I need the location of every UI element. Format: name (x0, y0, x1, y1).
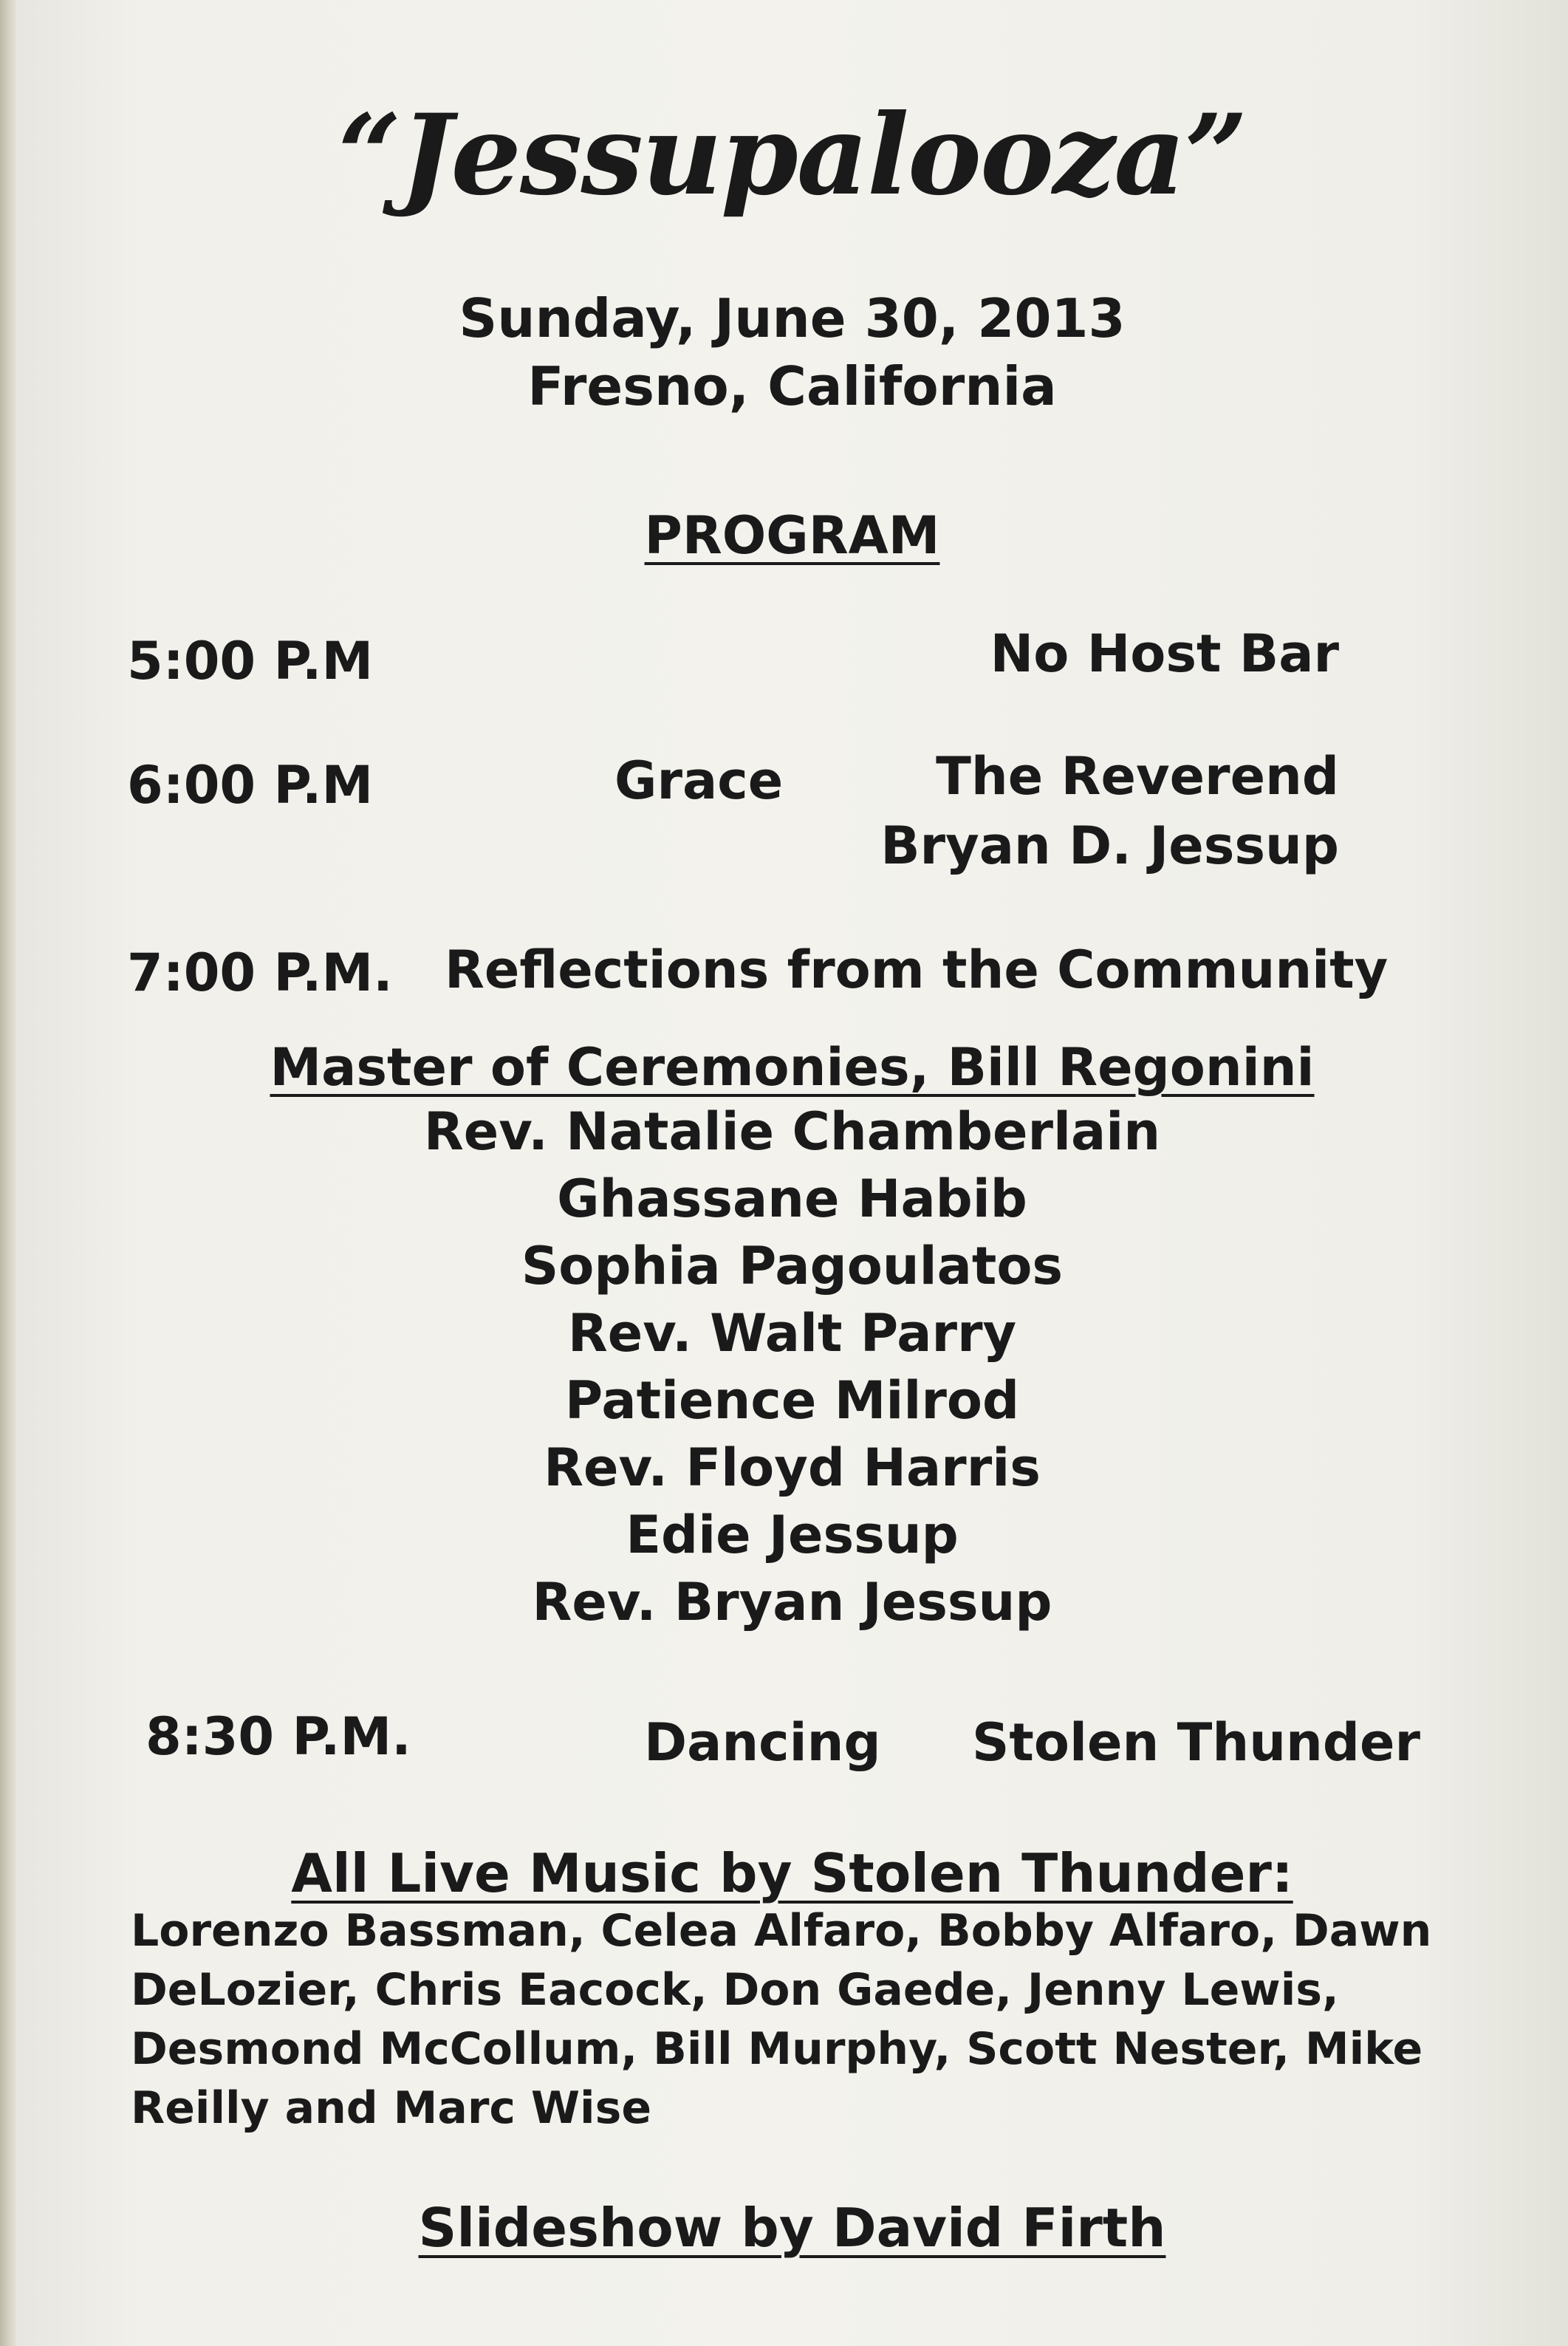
schedule-officiant-line1: The Reverend (936, 746, 1339, 807)
schedule-time-2: 6:00 P.M (127, 755, 374, 815)
speaker: Rev. Bryan Jessup (532, 1572, 1052, 1632)
speaker: Rev. Natalie Chamberlain (423, 1101, 1161, 1162)
event-title: “Jessupalooza” (338, 90, 1247, 220)
schedule-item-no-host-bar: No Host Bar (990, 623, 1339, 684)
speaker: Rev. Floyd Harris (544, 1437, 1041, 1498)
band-members: Lorenzo Bassman, Celea Alfaro, Bobby Alfaro, Dawn DeLozier, Chris Eacock, Don Gaede, Jenny Lewis, Desmond McCollum, Bill Murphy, Scott Nester, Mike Reilly and Marc Wise (131, 1905, 1432, 2134)
speaker: Patience Milrod (564, 1370, 1020, 1431)
speaker: Rev. Walt Parry (567, 1303, 1017, 1364)
event-location: Fresno, California (527, 355, 1057, 417)
slideshow-credit-text: Slideshow by David Firth (418, 2197, 1166, 2259)
schedule-officiant-line2: Bryan D. Jessup (880, 815, 1339, 876)
schedule-time-3: 7:00 P.M. (127, 943, 393, 1003)
event-date: Sunday, June 30, 2013 (459, 287, 1126, 349)
schedule-event-dancing: Dancing (644, 1712, 881, 1773)
slideshow-credit (16, 2197, 1568, 2259)
schedule-event-grace: Grace (614, 750, 784, 811)
master-of-ceremonies-text: Master of Ceremonies, Bill Regonini (270, 1037, 1315, 1098)
program-heading (16, 505, 1568, 566)
music-heading (16, 1842, 1568, 1904)
schedule-performer: Stolen Thunder (972, 1712, 1420, 1773)
speaker: Ghassane Habib (557, 1169, 1027, 1229)
program-page (16, 0, 1568, 2346)
program-heading-text: PROGRAM (644, 505, 940, 566)
schedule-time-4: 8:30 P.M. (145, 1706, 411, 1767)
booklet-spine-edge (0, 0, 16, 2346)
schedule-event-reflections: Reflections from the Community (445, 940, 1389, 1000)
speaker: Sophia Pagoulatos (521, 1236, 1064, 1296)
music-heading-text: All Live Music by Stolen Thunder: (291, 1842, 1293, 1904)
master-of-ceremonies (16, 1037, 1568, 1098)
schedule-time-1: 5:00 P.M (127, 631, 374, 691)
speaker: Edie Jessup (626, 1505, 959, 1565)
